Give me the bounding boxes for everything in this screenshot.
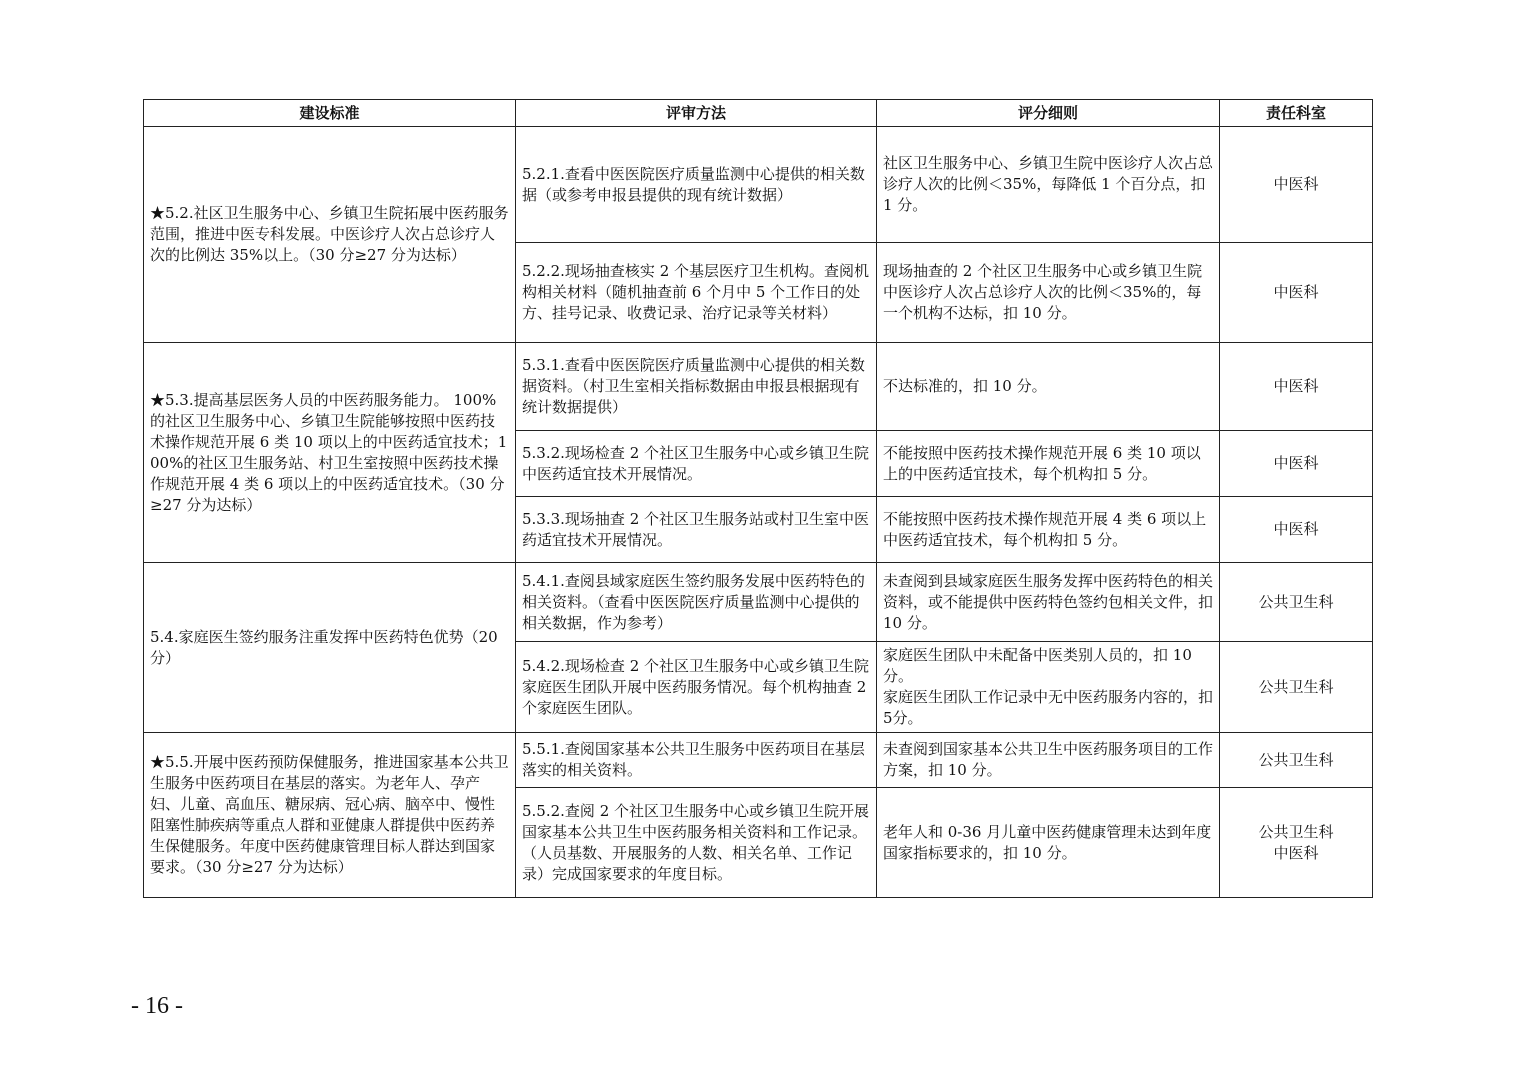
dept-cell: 中医科: [1220, 127, 1373, 243]
method-cell: 5.4.2.现场检查 2 个社区卫生服务中心或乡镇卫生院家庭医生团队开展中医药服务情况。每个机构抽查 2 个家庭医生团队。: [516, 642, 877, 733]
table-row: [144, 563, 1373, 642]
scoring-cell: 社区卫生服务中心、乡镇卫生院中医诊疗人次占总诊疗人次的比例＜35%，每降低 1 个百分点，扣 1 分。: [877, 127, 1220, 243]
dept-cell: 公共卫生科: [1220, 563, 1373, 642]
scoring-cell: 未查阅到县域家庭医生服务发挥中医药特色的相关资料，或不能提供中医药特色签约包相关文件，扣 10 分。: [877, 563, 1220, 642]
method-cell: 5.5.2.查阅 2 个社区卫生服务中心或乡镇卫生院开展国家基本公共卫生中医药服务相关资料和工作记录。（人员基数、开展服务的人数、相关名单、工作记录）完成国家要求的年度目标。: [516, 788, 877, 898]
dept-cell: 中医科: [1220, 243, 1373, 343]
table-row: [144, 733, 1373, 788]
header-method: 评审方法: [516, 100, 877, 127]
standard-cell-5-2: ★5.2.社区卫生服务中心、乡镇卫生院拓展中医药服务范围，推进中医专科发展。中医诊疗人次占总诊疗人次的比例达 35%以上。（30 分≥27 分为达标）: [144, 127, 516, 343]
standards-table: [143, 99, 1373, 898]
header-standard: 建设标准: [144, 100, 516, 127]
method-cell: 5.2.2.现场抽查核实 2 个基层医疗卫生机构。查阅机构相关材料（随机抽查前 6 个月中 5 个工作日的处方、挂号记录、收费记录、治疗记录等关材料）: [516, 243, 877, 343]
dept-cell: 中医科: [1220, 431, 1373, 497]
standard-cell-5-4: 5.4.家庭医生签约服务注重发挥中医药特色优势（20 分）: [144, 563, 516, 733]
dept-cell: 中医科: [1220, 497, 1373, 563]
dept-cell: 公共卫生科: [1220, 642, 1373, 733]
method-cell: 5.2.1.查看中医医院医疗质量监测中心提供的相关数据（或参考申报县提供的现有统计数据）: [516, 127, 877, 243]
standard-cell-5-3: ★5.3.提高基层医务人员的中医药服务能力。 100%的社区卫生服务中心、乡镇卫生院能够按照中医药技术操作规范开展 6 类 10 项以上的中医药适宜技术；100%的社区卫生服务站、村卫生室按照中医药技术操作规范开展 4 类 6 项以上的中医药适宜技术。（30 分≥27 分为达标）: [144, 343, 516, 563]
dept-cell: 公共卫生科 中医科: [1220, 788, 1373, 898]
table-header-row: [144, 100, 1373, 127]
scoring-cell: 现场抽查的 2 个社区卫生服务中心或乡镇卫生院中医诊疗人次占总诊疗人次的比例＜35%的，每一个机构不达标，扣 10 分。: [877, 243, 1220, 343]
page-number: - 16 -: [131, 993, 183, 1019]
method-cell: 5.3.1.查看中医医院医疗质量监测中心提供的相关数据资料。（村卫生室相关指标数据由申报县根据现有统计数据提供）: [516, 343, 877, 431]
method-cell: 5.3.2.现场检查 2 个社区卫生服务中心或乡镇卫生院中医药适宜技术开展情况。: [516, 431, 877, 497]
scoring-cell: 不达标准的，扣 10 分。: [877, 343, 1220, 431]
scoring-cell: 老年人和 0-36 月儿童中医药健康管理未达到年度国家指标要求的，扣 10 分。: [877, 788, 1220, 898]
scoring-cell: 不能按照中医药技术操作规范开展 6 类 10 项以上的中医药适宜技术，每个机构扣 5 分。: [877, 431, 1220, 497]
header-scoring: 评分细则: [877, 100, 1220, 127]
dept-cell: 中医科: [1220, 343, 1373, 431]
scoring-cell: 不能按照中医药技术操作规范开展 4 类 6 项以上中医药适宜技术，每个机构扣 5 分。: [877, 497, 1220, 563]
method-cell: 5.4.1.查阅县域家庭医生签约服务发展中医药特色的相关资料。（查看中医医院医疗质量监测中心提供的相关数据，作为参考）: [516, 563, 877, 642]
header-dept: 责任科室: [1220, 100, 1373, 127]
table-row: [144, 343, 1373, 431]
dept-cell: 公共卫生科: [1220, 733, 1373, 788]
scoring-cell: 家庭医生团队中未配备中医类别人员的，扣 10 分。 家庭医生团队工作记录中无中医药服务内容的，扣 5分。: [877, 642, 1220, 733]
scoring-cell: 未查阅到国家基本公共卫生中医药服务项目的工作方案，扣 10 分。: [877, 733, 1220, 788]
standard-cell-5-5: ★5.5.开展中医药预防保健服务，推进国家基本公共卫生服务中医药项目在基层的落实。为老年人、孕产妇、儿童、高血压、糖尿病、冠心病、脑卒中、慢性阻塞性肺疾病等重点人群和亚健康人群提供中医药养生保健服务。年度中医药健康管理目标人群达到国家要求。（30 分≥27 分为达标）: [144, 733, 516, 898]
method-cell: 5.3.3.现场抽查 2 个社区卫生服务站或村卫生室中医药适宜技术开展情况。: [516, 497, 877, 563]
method-cell: 5.5.1.查阅国家基本公共卫生服务中医药项目在基层落实的相关资料。: [516, 733, 877, 788]
table-row: [144, 127, 1373, 243]
